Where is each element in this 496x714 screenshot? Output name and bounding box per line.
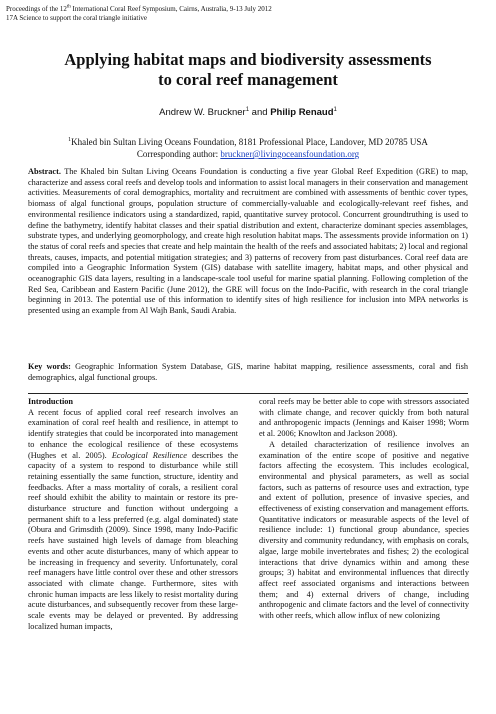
abstract [28,167,468,317]
keywords [28,362,468,383]
proceedings-line: Proceedings of the 12th International Coral Reef Symposium, Cairns, Australia, 9-13 July 2012 [6,4,272,13]
keywords-text: Geographic Information System Database, GIS, marine habitat mapping, resilience assessments, coral and fish demographics, algal functional groups. [28,362,468,382]
intro-paragraph-2: coral reefs may be better able to cope with stressors associated with climate change, and recover quickly from both natural and anthropogenic impacts (Jennings and Kaiser 1998; Worm et al. 2006; Knowlton and Jackson 2008). [259,397,469,439]
intro-paragraph-1: A recent focus of applied coral reef research involves an examination of coral reef health and resilience, in attempt to identify strategies that could be incorporated into management to enhance the ecological resilience of these ecosystems (Hughes et al. 2005). Ecological Resilience describes the capacity of a system to respond to disturbance while still retaining essentially the same function, structure, identity and feedbacks. After a mass mortality of corals, a resilient coral reef should exhibit the ability to maintain or restore its pre-disturbance structure and function without undergoing a permanent shift to a less preferred (e.g. algal dominated) state (Obura and Grimsdith (2009). Since 1998, many Indo-Pacific reefs have sustained high levels of damage from bleaching events and other acute disturbances, many of which appear to be increasing in frequency and severity. Unfortunately, coral reef managers have little control over these and other stressors associated with climate change. Furthermore, sites with chronic human impacts are less likely to resist mortality during acute disturbances, and subsequently recover from these large-scale events may be delayed or prevented. By addressing localized human impacts, [28,407,238,631]
title-line-2: to coral reef management [158,70,338,89]
abstract-label: Abstract. [28,167,61,176]
corresponding-author: Corresponding author: bruckner@livingoceansfoundation.org [136,149,360,159]
author-2: Philip Renaud [270,107,334,118]
session-line: 17A Science to support the coral triangle initiative [6,14,147,22]
keywords-label: Key words: [28,362,71,371]
section-divider [28,393,468,394]
proceedings-header [6,5,486,23]
paper-title [20,50,476,90]
author-1: Andrew W. Bruckner [159,107,246,118]
author-list: Andrew W. Bruckner$^1$ and Philip Renaud$^1$ [159,106,337,118]
italic-term: Ecological Resilience [111,450,187,460]
affiliation [20,136,476,160]
affiliation-address: $^1$Khaled bin Sultan Living Oceans Foundation, 8181 Professional Place, Landover, MD 20785 USA [68,137,428,147]
title-line-1: Applying habitat maps and biodiversity assessments [64,50,432,69]
right-column [259,397,469,707]
intro-paragraph-3: A detailed characterization of resilience involves an examination of the entire scope of positive and negative factors affecting the ecosystem. This includes ecological, environmental and physical parameters, as well as social factors, such as patterns of resource uses and extraction, type and extent of pollution, presence of invasive species, and effectiveness of existing conservation and management efforts. Quantitative indicators or measurable aspects of the level of resilience include: 1) functional group abundance, species diversity and community redundancy, with emphasis on corals, algae, large mobile invertebrates and fishes; 2) the ecological interactions that drive dynamics within and among these groups; 3) habitat and environmental influences that directly affect reef associated organisms and interactions between them; and 4) external drivers of change, including anthropogenic and climate factors and the level of connectivity with other reefs, which allow influx of new colonizing [259,439,469,621]
email-link[interactable]: bruckner@livingoceansfoundation.org [220,149,360,159]
abstract-text: The Khaled bin Sultan Living Oceans Foundation is conducting a five year Global Reef Expedition (GRE) to map, characterize and assess coral reefs and develop tools and information to assist local managers in their conservation and management activities. Measurements of coral demographics, mortality and recruitment are combined with assessments of benthic cover types, biomass of algal functional groups, population structure of commercially-valuable and ecologically-relevant reef fishes, and environmental resilience indicators using a standardized, rapid, quantitative survey protocol. Concurrent groundtruthing is used to define the bathymetry, identify habitat classes and their spatial distribution and extent, characterize dominant species assemblages, substrate types, and underlying geomorphology, and create high resolution habitat maps. The assessments provide information on 1) the status of coral reefs and species that create and help maintain the health of the reefs and associated habitats; 2) local and regional threats, causes, impacts, and potential mitigation strategies; and 3) patterns of recovery from past disturbances. Coral reef data are compiled into a Geographic Information System (GIS) database with satellite imagery, habitat maps, and other physical and oceanographic GIS data layers, resulting in a landscape-scale tool useful for marine spatial planning. Following completion of the Red Sea, Caribbean and Eastern Pacific (June 2012), the GRE will focus on the Indo-Pacific, with research in the coral triangle beginning in 2013. The potential use of this information to identify sites of high resilience for inclusion into MPA networks is presented using an example from Al Wajh Bank, Saudi Arabia. [28,167,468,316]
section-heading: Introduction [28,397,74,406]
left-column [28,397,238,707]
